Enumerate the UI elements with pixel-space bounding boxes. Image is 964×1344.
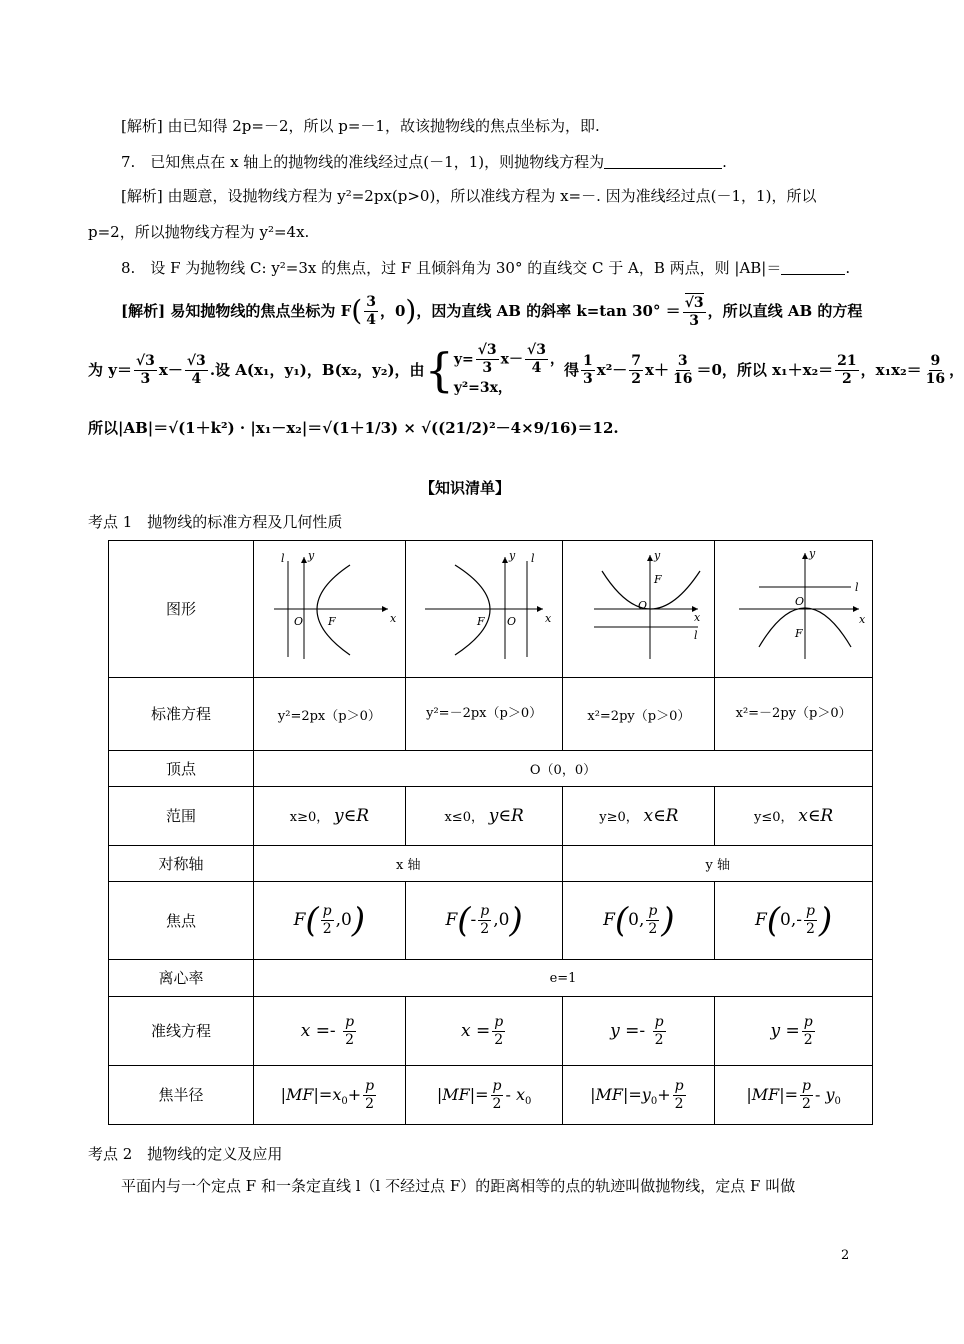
label-f: F — [653, 573, 662, 586]
label-y: y — [808, 547, 815, 560]
graph-right-open — [254, 541, 406, 678]
label-l: l — [281, 552, 285, 565]
range-2: x≤0， y∈R — [405, 787, 563, 846]
row-label: 图形 — [109, 541, 254, 678]
row-focal-radius — [109, 1066, 873, 1125]
frac-sqrt3-3b: $\frac{√3}{3}$ — [135, 352, 155, 387]
range-3: y≥0， x∈R — [563, 787, 715, 846]
label-y: y — [308, 549, 315, 562]
section-title: 【知识清单】 — [420, 479, 511, 497]
parabola-graph-2 — [409, 547, 559, 667]
question-8: 8. 设 F 为抛物线 C: y²=3x 的焦点，过 F 且倾斜角为 30° 的直线交 C 于 A，B 两点，则 |AB|＝ . — [121, 259, 851, 277]
solution-line-8b: 为 y＝ $\frac{√3}{3}$ x－ $\frac{√3}{4}$ .设 A(x₁，y₁)，B(x₂，y₂)，由 { y= $\frac{√3}{3}$ x－ $\frac{√3}{4}$ ， y²=3x， 得 $\frac{1}{3}$ x²－ $\frac{7}{2}$ x＋ $\frac{3}{16}$ ＝0，所以 x₁＋x₂＝ $\frac{21}{2}$ ，x₁x₂＝ $\frac{9}{16}$ ， — [88, 341, 964, 397]
frac-sqrt3-3: $\frac{√3}{3}$ — [684, 294, 704, 329]
graph-up-open — [563, 541, 715, 678]
radius-4: |MF|= $\frac{p}{2}$ - $y_0$ — [715, 1066, 873, 1125]
label-l: l — [531, 552, 535, 565]
eq-3: x²=2py（p＞0） — [563, 678, 715, 751]
row-vertex — [109, 751, 873, 787]
parabola-property-table — [108, 540, 873, 1125]
vertex-value: O（0，0） — [254, 751, 873, 787]
focus-1: F( $\frac{p}{2}$ ,0) — [254, 882, 406, 960]
sol8-text-a: [解析] 易知抛物线的焦点坐标为 F — [121, 302, 352, 320]
row-label: 范围 — [109, 787, 254, 846]
label-x: x — [390, 612, 397, 625]
definition-line: 平面内与一个定点 F 和一条定直线 l（l 不经过点 F）的距离相等的点的轨迹叫做抛物线，定点 F 叫做 — [121, 1177, 796, 1195]
label-o: O — [507, 615, 517, 628]
label-o: O — [794, 595, 804, 608]
row-range — [109, 787, 873, 846]
focus-3: F(0, $\frac{p}{2}$ ) — [563, 882, 715, 960]
parabola-graph-4 — [719, 547, 869, 667]
label-l: l — [693, 629, 698, 642]
focus-2: F(- $\frac{p}{2}$ ,0) — [405, 882, 563, 960]
eq-2: y²=－2px（p＞0） — [405, 678, 563, 751]
row-figure — [109, 541, 873, 678]
label-y: y — [653, 549, 661, 562]
axis-y: y 轴 — [563, 846, 873, 882]
solution-line-8a: [解析] 易知抛物线的焦点坐标为 F ( $\frac{3}{4}$ ，0 ) ，因为直线 AB 的斜率 k=tan 30° ＝ $\frac{√3}{3}$ ，所以直线 AB 的方程 — [121, 293, 863, 329]
solution-line-7b: p=2，所以抛物线方程为 y²=4x. — [88, 223, 310, 241]
row-label: 焦半径 — [109, 1066, 254, 1125]
sol8-text-d: 为 y＝ — [88, 361, 132, 379]
row-eccentricity — [109, 960, 873, 997]
row-label: 焦点 — [109, 882, 254, 960]
row-label: 离心率 — [109, 960, 254, 997]
directrix-4: y = $\frac{p}{2}$ — [715, 997, 873, 1066]
ecc-value: e=1 — [254, 960, 873, 997]
question-7: 7. 已知焦点在 x 轴上的抛物线的准线经过点(－1，1)，则抛物线方程为 . — [121, 153, 727, 171]
label-y: y — [509, 549, 516, 562]
row-label: 准线方程 — [109, 997, 254, 1066]
eq-1: y²=2px（p＞0） — [254, 678, 406, 751]
row-label: 对称轴 — [109, 846, 254, 882]
label-f: F — [477, 615, 485, 628]
label-f: F — [794, 627, 803, 640]
sol8-text-c: ，所以直线 AB 的方程 — [707, 302, 863, 320]
sol8-text-e: .设 A(x₁，y₁)，B(x₂，y₂)，由 — [209, 361, 425, 379]
frac-3-4: $\frac{3}{4}$ — [366, 293, 376, 328]
sol8-text-f: 得 — [563, 361, 579, 379]
label-x: x — [693, 611, 701, 624]
question-8-text: 8. 设 F 为抛物线 C: y²=3x 的焦点，过 F 且倾斜角为 30° 的直线交 C 于 A，B 两点，则 |AB|＝ — [121, 259, 782, 277]
solution-line-8c: 所以|AB|＝√(1＋k²) · |x₁－x₂|＝√(1＋1/3) × √((21/2)²－4×9/16)＝12. — [88, 419, 619, 437]
point-1-heading: 考点 1 抛物线的标准方程及几何性质 — [88, 513, 343, 531]
point-2-heading: 考点 2 抛物线的定义及应用 — [88, 1145, 283, 1163]
parabola-graph-1 — [254, 547, 404, 667]
answer-blank — [781, 260, 845, 275]
row-standard-equation — [109, 678, 873, 751]
frac-sqrt3-4: $\frac{√3}{4}$ — [186, 352, 206, 387]
axis-x: x 轴 — [254, 846, 563, 882]
range-4: y≤0， x∈R — [715, 787, 873, 846]
page-number: 2 — [841, 1248, 850, 1263]
radius-3: $|MF|=y_0+$ $\frac{p}{2}$ — [563, 1066, 715, 1125]
answer-blank — [604, 154, 722, 169]
eq-4: x²=－2py（p＞0） — [715, 678, 873, 751]
row-directrix — [109, 997, 873, 1066]
graph-down-open — [715, 541, 873, 678]
parabola-graph-3 — [564, 547, 714, 667]
focus-4: F(0,- $\frac{p}{2}$ ) — [715, 882, 873, 960]
label-x: x — [545, 612, 552, 625]
directrix-3: y =- $\frac{p}{2}$ — [563, 997, 715, 1066]
sol8-text-b: ，因为直线 AB 的斜率 k=tan 30° ＝ — [416, 302, 681, 320]
directrix-1: x =- $\frac{p}{2}$ — [254, 997, 406, 1066]
radius-1: $|MF|=x_0+$ $\frac{p}{2}$ — [254, 1066, 406, 1125]
sol8-text-g: ＝0，所以 x₁＋x₂＝ — [696, 361, 834, 379]
range-1: x≥0， y∈R — [254, 787, 406, 846]
label-o: O — [637, 599, 647, 612]
solution-line-7a: [解析] 由题意，设抛物线方程为 y²=2px(p>0)，所以准线方程为 x=－. 因为准线经过点(－1，1)，所以 — [121, 187, 817, 205]
label-o: O — [294, 615, 304, 628]
equation-system: { y= $\frac{√3}{3}$ x－ $\frac{√3}{4}$ ， y²=3x， — [424, 341, 564, 397]
row-focus — [109, 882, 873, 960]
sol8-text-h: ，x₁x₂＝ — [860, 361, 922, 379]
row-axis — [109, 846, 873, 882]
directrix-2: x = $\frac{p}{2}$ — [405, 997, 563, 1066]
row-label: 标准方程 — [109, 678, 254, 751]
solution-line-6: [解析] 由已知得 2p=－2，所以 p=－1，故该抛物线的焦点坐标为，即. — [121, 117, 600, 135]
radius-2: |MF|= $\frac{p}{2}$ - $x_0$ — [405, 1066, 563, 1125]
label-f: F — [328, 615, 337, 628]
question-7-text: 7. 已知焦点在 x 轴上的抛物线的准线经过点(－1，1)，则抛物线方程为 — [121, 153, 605, 171]
row-label: 顶点 — [109, 751, 254, 787]
label-l: l — [854, 581, 859, 594]
graph-left-open — [405, 541, 563, 678]
label-x: x — [858, 613, 865, 626]
